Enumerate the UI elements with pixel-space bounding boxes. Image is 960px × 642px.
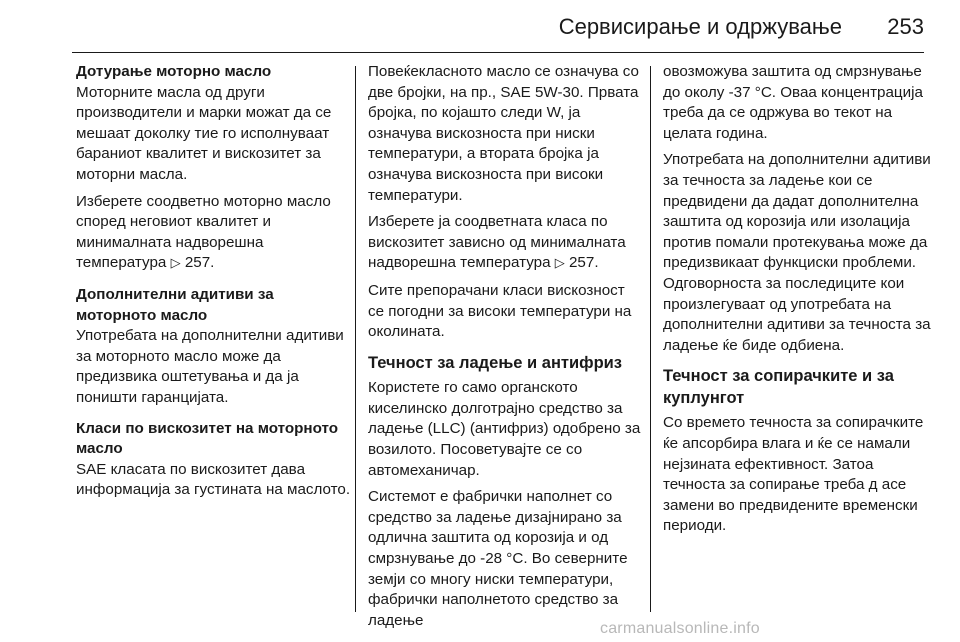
paragraph	[368, 212, 643, 275]
section-heading: Дотурање моторно масло	[76, 63, 272, 80]
paragraph-text: Изберете соодветно моторно масло според неговиот квалитет и минималната надворешна температура	[76, 192, 331, 272]
section-heading: Течност за ладење и антифриз	[368, 353, 622, 372]
paragraph: Со времето течноста за сопирачките ќе апсорбира влага и ќе се намали нејзината ефективност. Затоа течноста за сопирање треба д асе замени во предвидените временски периоди.	[663, 414, 924, 535]
watermark: carmanualsonline.info	[600, 620, 760, 637]
paragraph: Системот е фабрички наполнет со средство за ладење дизајнирано за одлична заштита од корозија и од смрзнување до -28 °C. Во северните земји со многу ниски температури, фабрички наполнетото средство за ладење	[368, 488, 628, 629]
paragraph	[76, 192, 351, 275]
page-ref-icon: ▷	[170, 256, 181, 272]
paragraph: овозможува заштита од смрзнување до околу -37 °C. Оваа концентрација треба да се одржува во текот на целата година.	[663, 63, 923, 142]
header-rule	[72, 52, 924, 53]
header-title: Сервисирање и одржување	[558, 14, 842, 39]
paragraph: Користете го само органското киселинско долготрајно средство за ладење (LLC) (антифриз) одобрено за возилото. Посоветувајте се со автомеханичар.	[368, 379, 641, 479]
paragraph: Употребата на дополнителни адитиви за моторното масло може да предизвика оштетувања и да ја поништи гаранцијата.	[76, 327, 344, 406]
column-divider	[355, 66, 356, 612]
page-ref-link[interactable]: 257.	[184, 254, 215, 272]
paragraph: SAE класата по вискозитет дава информација за густината на маслото.	[76, 460, 351, 499]
section-heading: Течност за сопирачките и за куплунгот	[663, 367, 894, 407]
paragraph: Повеќекласното масло се означува со две бројки, на пр., SAE 5W-30. Првата бројка, по којашто следи W, ја означува вискозноста при ниски температури, а втората бројка ја означува вискозноста при високи температури.	[368, 63, 639, 204]
page-header	[0, 0, 960, 60]
paragraph: Сите препорачани класи вискозност се погодни за високи температури на околината.	[368, 281, 632, 341]
page-ref-link[interactable]: 257.	[568, 254, 599, 272]
column-1	[76, 62, 351, 507]
paragraph: Употребата на дополнителни адитиви за течноста за ладење кои се предвидени да дадат дополнителна заштита од корозија или изолација против помали протекувања може да предизвикаат функциски проблеми. Одговорноста за последиците кои произлегуваат од употребата на дополнителни адитиви за течноста за ладење ќе биде одбиена.	[663, 151, 931, 354]
paragraph-text: Изберете ја соодветната класа по вискозитет зависно од минималната надворешна температура	[368, 213, 626, 272]
page-ref-icon: ▷	[554, 256, 565, 272]
column-2	[368, 62, 643, 637]
section-heading: Класи по вискозитет на моторното масло	[76, 419, 339, 458]
column-3	[663, 62, 938, 543]
page-number: 253	[887, 14, 924, 39]
paragraph: Моторните масла од други производители и марки можат да се мешаат доколку тие го исполнуваат бараниот квалитет и вискозитет за моторни масла.	[76, 83, 332, 183]
section-heading: Дополнителни адитиви за моторното масло	[76, 285, 274, 324]
column-divider	[650, 66, 651, 612]
